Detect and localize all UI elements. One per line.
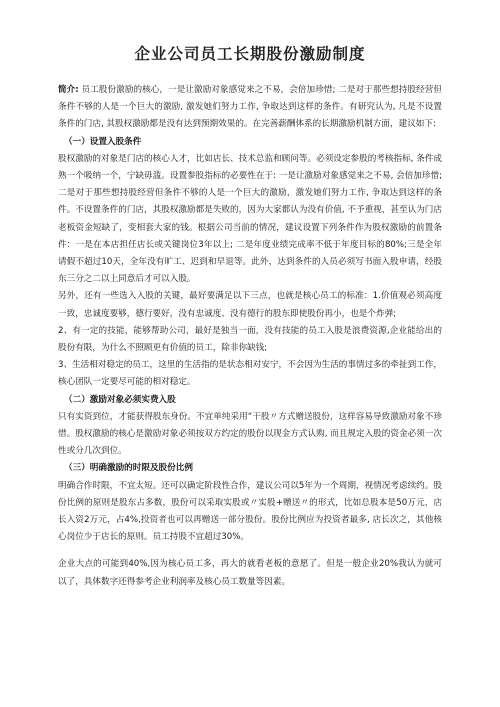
- section-1-paragraph-3: 2、有一定的技能，能够帮助公司，最好是独当一面，没有技能的员工入股是浪费资源,企业能给出的股份有限，为什么不照顾更有价值的员工，除非你缺钱;: [58, 325, 442, 354]
- section-heading-3: （三）明确激励的时限及股份比例: [64, 463, 193, 474]
- section-1-paragraph-1: 股权激励的对象是门店的核心人才，比如店长、技术总监和顾问等。必须设定参股的考核指标, 条件成熟一个吸纳一个，宁缺毋滥。设置参股指标的必要性在于: 一是让激励对象感觉来之不易, 会倍加珍惜; 二是对于那些想持股经营但条件不够的人是一个巨大的激励，激发她们努力工作, 争取达到这样的条件。不设置条件的门店，其股权激励都是失败的，因为大家都认为没有价值, 不予重视，甚至认为门店老板资金短缺了，变相套大家的钱。根据公司当前的情况，建议设置下列条件作为股权激励的前置条件：一是在本店担任店长或关键岗位3年以上; 二是年度业绩完成率不低于年度目标的80%;三是全年请假不超过10天，全年没有旷工、迟到和早退等。此外，达到条件的人员必须写书面入股申请，经股东三分之二以上同意后才可以入股。: [58, 153, 442, 285]
- section-1-paragraph-2: 另外，还有一些选入入股的关键，最好要满足以下三点，也就是核心员工的标准：1.价值观必须高度一致，忠诚度要够，德行要好，没有忠诚度、没有德行的股东即使股份再小，也是个炸弹;: [58, 291, 442, 319]
- document-title: 企业公司员工长期股份激励制度: [134, 44, 366, 63]
- section-1-paragraph-4: 3、生活相对稳定的员工，这里的生活指的是状态相对安宁，不会因为生活的事情过多的牵扯到工作，核心团队一定要尽可能的相对稳定。: [58, 360, 442, 388]
- intro-paragraph: [58, 82, 442, 134]
- closing-paragraph: 企业大点的可能到40%,因为核心员工多，再大的就看老板的意愿了。但是一般企业20%我认为就可以了，具体数字还得参考企业利润率及核心员工数量等因素。: [58, 559, 442, 587]
- section-3-paragraph-1: 明确合作时限，不宜太短。还可以确定阶段性合作，建议公司以5年为一个周期，视情况考虑续约。股份比例的原则是股东占多数，股份可以采取实股或〃实股+赠送〃的形式，比如总股本是50万元，店长入资2万元，占4%,投资者也可以再赠送一部分股份。股份比例应为投资者最多, 店长次之，其他核心岗位少于店长的原则。员工持股不宜超过30%。: [58, 480, 442, 543]
- intro-text: 员工股份激励的核心，一是让激励对象感觉来之不易，会倍加珍惜; 二是对于那些想持股经营但条件不够的人是一个巨大的激励, 激发她们努力工作, 争取达到这样的条件。有研究认为, 凡是不设置条件的门店, 其股权激励都是没有达到预期效果的。在完善薪酬体系的长期激励机制方面，建议如下:: [58, 85, 442, 130]
- document-body: [58, 82, 442, 591]
- section-heading-2: （二）激励对象必须实费入股: [64, 394, 176, 405]
- section-2-paragraph-1: 只有实资到位，才能获得股东身份。不宜单纯采用“干股〃方式赠送股份，这样容易导致激励对象不珍惜。股权激励的核心是激励对象必须按双方约定的股份以现金方式认购, 而且规定入股的资金必须一次性或分几次到位。: [58, 411, 442, 457]
- intro-label: 简介:: [58, 85, 79, 95]
- section-heading-1: （一）设置入股条件: [64, 136, 142, 147]
